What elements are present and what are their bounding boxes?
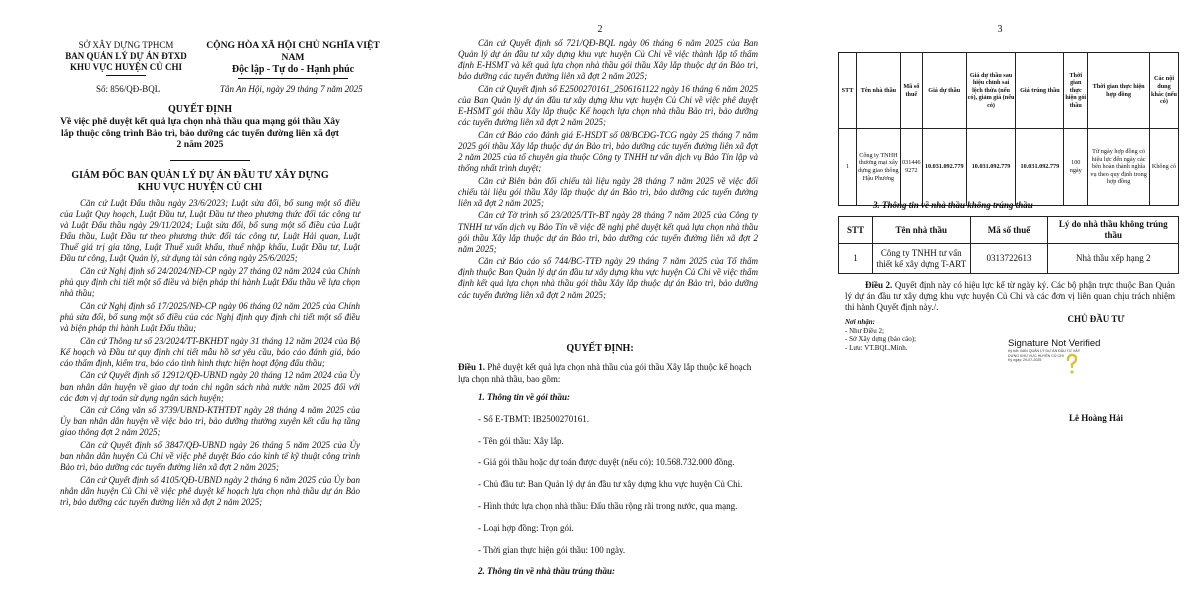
page-number: 3	[997, 24, 1003, 35]
header-cell: Thời gian thực hiện gói thầu	[1064, 53, 1088, 129]
table-cell: 100 ngày	[1064, 129, 1088, 206]
package-info-item: - Chủ đầu tư: Ban Quản lý dự án đầu tư xây dựng khu vực huyện Củ Chi.	[478, 479, 743, 490]
signature-detail: DỰNG KHU VỰC HUYỆN CỦ CHI	[1008, 353, 1064, 358]
legal-basis-paragraph: Căn cứ Quyết định số 12912/QĐ-UBND ngày 20 tháng 12 năm 2024 của Ủy ban nhân dân huyện về giao dự toán chi ngân sách nhà nước năm 2025 đối với các đơn vị dự toán sử dụng ngân sách huyện;	[60, 370, 360, 403]
header-cell: Mã số thuế	[970, 217, 1048, 244]
table-header-row	[839, 53, 1179, 129]
country-name: CỘNG HÒA XÃ HỘI CHỦ NGHĨA VIỆT NAM	[206, 40, 380, 63]
legal-basis-paragraph: Căn cứ Nghị định số 17/2025/NĐ-CP ngày 06 tháng 02 năm 2025 của Chính phủ sửa đổi, bổ sung một số điều của các Nghị định quy định chi tiết một số điều và biện pháp thi hành Luật Đấu thầu;	[60, 300, 360, 334]
issuing-authority: GIÁM ĐỐC BAN QUẢN LÝ DỰ ÁN ĐẦU TƯ XÂY DỰNG KHU VỰC HUYỆN CỦ CHI	[71, 170, 329, 193]
title-divider	[170, 160, 250, 161]
table-cell: 1	[839, 244, 873, 274]
recipient-item: - Như Điều 2;	[845, 326, 884, 335]
table-cell: Nhà thầu xếp hạng 2	[1048, 244, 1179, 274]
document-page-1	[0, 0, 400, 602]
signer-title: CHỦ ĐẦU TƯ	[1067, 314, 1125, 324]
document-title: QUYẾT ĐỊNH	[168, 104, 232, 115]
agency-header	[62, 40, 190, 76]
national-header	[198, 40, 388, 79]
header-cell: Giá dự thầu	[922, 53, 966, 129]
recipients-heading: Nơi nhận:	[845, 318, 876, 326]
table-cell: Không có	[1149, 129, 1178, 206]
legal-basis-list	[60, 198, 360, 510]
table-cell: 10.031.092.779	[966, 129, 1016, 206]
signature-detail: Ký bởi: BAN QUẢN LÝ DỰ ÁN ĐẦU TƯ XÂY	[1008, 349, 1081, 353]
header-cell: Lý do nhà thầu không trúng thầu	[1048, 217, 1179, 244]
agency-underline	[106, 75, 146, 76]
recipient-item: - Lưu: VT.BQL.Minh.	[845, 343, 908, 352]
package-info-item: - Tên gói thầu: Xây lắp.	[478, 435, 564, 446]
section-2-heading: 2. Thông tin về nhà thầu trúng thầu:	[478, 566, 616, 577]
table-cell: Công ty TNHH thương mại xây dựng giao thông Hậu Phương	[856, 129, 900, 206]
signer-name: Lê Hoàng Hải	[1068, 413, 1123, 423]
legal-basis-paragraph: Căn cứ Luật Đấu thầu ngày 23/6/2023; Luật sửa đổi, bổ sung một số điều của Luật Quy hoạch, Luật Đầu tư, Luật Đầu tư theo phương thức đối tác công tư và Luật Đấu thầu ngày 29/11/2024; Luật sửa đổi, bổ sung một số điều của Luật Đấu thầu, Luật Đầu tư theo phương thức đối tác công tư, Luật Hải quan, Luật Thuế giá trị gia tăng, Luật Thuế xuất khẩu, thuế nhập khẩu, Luật Đầu tư, Luật Đầu tư công, Luật Quản lý, sử dụng tài sản công ngày 25/6/2025;	[60, 198, 360, 264]
section-1-heading: 1. Thông tin về gói thầu:	[478, 392, 571, 402]
document-page-2	[400, 0, 800, 602]
header-cell: Tên nhà thầu	[856, 53, 900, 129]
document-number: Số: 856/QĐ-BQL	[96, 84, 161, 94]
legal-basis-paragraph: Căn cứ Quyết định số 721/QĐ-BQL ngày 06 tháng 6 năm 2025 của Ban Quản lý dự án đầu tư xây dựng khu vực huyện Củ Chi về việc thành lập tổ thẩm định E-HSMT và kết quả lựa chọn nhà thầu gói thầu Xây lắp thuộc dự án Bảo trì, bảo dưỡng các tuyến đường liên xã đợt 2 năm 2025;	[458, 38, 758, 82]
table-header-row	[839, 217, 1179, 244]
signature-status: Signature Not Verified	[1008, 338, 1101, 349]
legal-basis-list	[458, 38, 758, 302]
table-cell: 0313722613	[970, 244, 1048, 274]
legal-basis-paragraph: Căn cứ Nghị định số 24/2024/NĐ-CP ngày 27 tháng 02 năm 2024 của Chính phủ quy định chi tiết một số điều và biện pháp thi hành Luật Đấu thầu về lựa chọn nhà thầu;	[60, 266, 360, 299]
signature-detail: Ký ngày: 29-07-2025	[1008, 358, 1042, 363]
agency-line-2: BAN QUẢN LÝ DỰ ÁN ĐTXD	[65, 51, 187, 61]
legal-basis-paragraph: Căn cứ Thông tư số 23/2024/TT-BKHĐT ngày 31 tháng 12 năm 2024 của Bộ Kế hoạch và Đầu tư quy định chi tiết mẫu hồ sơ yêu cầu, báo cáo đánh giá, báo cáo thẩm định, kiểm tra, báo cáo tình hình thực hiện hoạt động đấu thầu;	[60, 335, 360, 368]
package-info-item: - Giá gói thầu hoặc dự toán được duyệt (nếu có): 10.568.732.000 đồng.	[478, 457, 735, 468]
table-cell: 1	[839, 129, 857, 206]
header-cell: Mã số thuế	[900, 53, 922, 129]
table-row	[839, 244, 1179, 274]
losing-bidder-table	[838, 216, 1179, 274]
header-cell: Các nội dung khác (nếu có)	[1149, 53, 1178, 129]
package-info-item: - Số E-TBMT: IB2500270161.	[478, 413, 590, 424]
package-info-item: - Thời gian thực hiện gói thầu: 100 ngày.	[478, 544, 626, 555]
legal-basis-paragraph: Căn cứ Quyết định số E2500270161_2506161122 ngày 16 tháng 6 năm 2025 của Ban Quản lý dự án đầu tư xây dựng khu vực huyện Củ Chi về việc phê duyệt E-HSMT gói thầu Xây lắp thuộc Kế hoạch lựa chọn nhà thầu Bảo trì, bảo dưỡng các tuyến đường liên xã đợt 2 năm 2025;	[458, 83, 758, 128]
table-cell: Từ ngày hợp đồng có hiệu lực đến ngày các bên hoàn thành nghĩa vụ theo quy định trong hợp đồng	[1088, 129, 1150, 206]
recipient-item: - Sở Xây dựng (báo cáo);	[845, 335, 917, 343]
package-info-item: - Hình thức lựa chọn nhà thầu: Đấu thầu rộng rãi trong nước, qua mạng.	[478, 500, 738, 511]
legal-basis-paragraph: Căn cứ Quyết định số 3847/QĐ-UBND ngày 26 tháng 5 năm 2025 của Ủy ban nhân dân huyện Củ Chi về việc phê duyệt Báo cáo kinh tế kỹ thuật công trình Bảo trì, bảo dưỡng các tuyến đường liên xã đợt 2 năm 2025;	[60, 439, 360, 473]
article-1	[458, 362, 758, 385]
header-cell: Tên nhà thầu	[872, 217, 970, 244]
article-1-text: Phê duyệt kết quả lựa chọn nhà thầu của gói thầu Xây lắp thuộc kế hoạch lựa chọn nhà thầu, bao gồm:	[458, 362, 752, 384]
page-number: 2	[597, 24, 603, 35]
table-row	[839, 129, 1179, 206]
article-2-text: Quyết định này có hiệu lực kể từ ngày ký. Các bộ phận trực thuộc Ban Quản lý dự án đầu tư xây dựng khu vực huyện Củ Chi và các đơn vị liên quan chịu trách nhiệm thi hành Quyết định này./.	[845, 280, 1176, 313]
header-cell: STT	[839, 217, 873, 244]
article-2	[845, 280, 1175, 314]
agency-line-3: KHU VỰC HUYỆN CỦ CHI	[69, 62, 182, 72]
legal-basis-paragraph: Căn cứ Biên bản đối chiếu tài liệu ngày 28 tháng 7 năm 2025 về việc đối chiếu tài liệu gói thầu Xây lắp thuộc dự án Bảo trì, bảo dưỡng các tuyến đường liên xã đợt 2 năm 2025;	[458, 175, 758, 208]
header-cell: STT	[839, 53, 857, 129]
table-cell: Công ty TNHH tư vấn thiết kế xây dựng T-ART	[872, 244, 970, 274]
legal-basis-paragraph: Căn cứ Công văn số 3739/UBND-KTHTĐT ngày 28 tháng 4 năm 2025 của Ủy ban nhân dân huyện về việc bảo trì, bảo dưỡng thường xuyên kết cấu hạ tầng giao thông đợt 2 năm 2025;	[60, 405, 360, 438]
date-line: Tân An Hội, ngày 29 tháng 7 năm 2025	[220, 84, 363, 94]
article-2-label: Điều 2.	[865, 280, 893, 290]
section-3-heading: 3. Thông tin về nhà thầu không trúng thầu	[873, 200, 1033, 210]
decision-heading: QUYẾT ĐỊNH:	[566, 343, 634, 354]
table-cell: 0314469272	[900, 129, 922, 206]
agency-line-1: SỞ XÂY DỰNG TPHCM	[78, 40, 174, 50]
legal-basis-paragraph: Căn cứ Quyết định số 4105/QĐ-UBND ngày 2 tháng 6 năm 2025 của Ủy ban nhân dân huyện Củ Chi về việc phê duyệt kế hoạch lựa chọn nhà thầu dự án Bảo trì, bảo dưỡng các tuyến đường liên xã đợt 2 năm 2025;	[60, 474, 360, 507]
motto-underline	[238, 78, 348, 79]
table-cell: 10.031.092.779	[922, 129, 966, 206]
header-cell: Thời gian thực hiện hợp đồng	[1088, 53, 1150, 129]
document-subtitle: Về việc phê duyệt kết quả lựa chọn nhà thầu qua mạng gói thầu Xây lắp thuộc công trình Bảo trì, bảo dưỡng các tuyến đường liên xã đợt 2 năm 2025	[60, 116, 340, 150]
table-cell: 10.031.092.779	[1016, 129, 1064, 206]
legal-basis-paragraph: Căn cứ Báo cáo số 744/BC-TTĐ ngày 29 tháng 7 năm 2025 của Tổ thẩm định thuộc Ban Quản lý dự án đầu tư xây dựng khu vực huyện Củ Chi về việc thẩm định kết quả lựa chọn nhà thầu gói thầu Xây lắp thuộc dự án Bảo trì, bảo dưỡng các tuyến đường liên xã đợt 2 năm 2025;	[458, 256, 758, 300]
signature-question-icon	[1060, 352, 1084, 376]
header-cell: Giá trúng thầu	[1016, 53, 1064, 129]
header-cell: Giá dự thầu sau hiệu chỉnh sai lệch thừa (nếu có), giảm giá (nếu có)	[966, 53, 1016, 129]
legal-basis-paragraph: Căn cứ Báo cáo đánh giá E-HSDT số 08/BCĐG-TCG ngày 25 tháng 7 năm 2025 gói thầu Xây lắp thuộc dự án Bảo trì, bảo dưỡng các tuyến đường liên xã đợt 2 năm 2025 của tổ chuyên gia thuộc Công ty TNHH tư vấn dịch vụ Bảo Tín lập và thống nhất trình duyệt;	[458, 129, 758, 174]
recipients-block	[845, 318, 916, 352]
legal-basis-paragraph: Căn cứ Tờ trình số 23/2025/TTr-BT ngày 28 tháng 7 năm 2025 của Công ty TNHH tư vấn dịch vụ Bảo Tín về việc đề nghị phê duyệt kết quả lựa chọn nhà thầu gói thầu Xây lắp thuộc dự án Bảo trì, bảo dưỡng các tuyến đường liên xã đợt 2 năm 2025;	[458, 210, 758, 254]
article-1-label: Điều 1.	[458, 362, 485, 372]
winning-bidder-table	[838, 52, 1179, 206]
package-info	[478, 392, 768, 588]
national-motto: Độc lập - Tự do - Hạnh phúc	[231, 64, 355, 75]
package-info-item: - Loại hợp đồng: Trọn gói.	[478, 522, 574, 533]
